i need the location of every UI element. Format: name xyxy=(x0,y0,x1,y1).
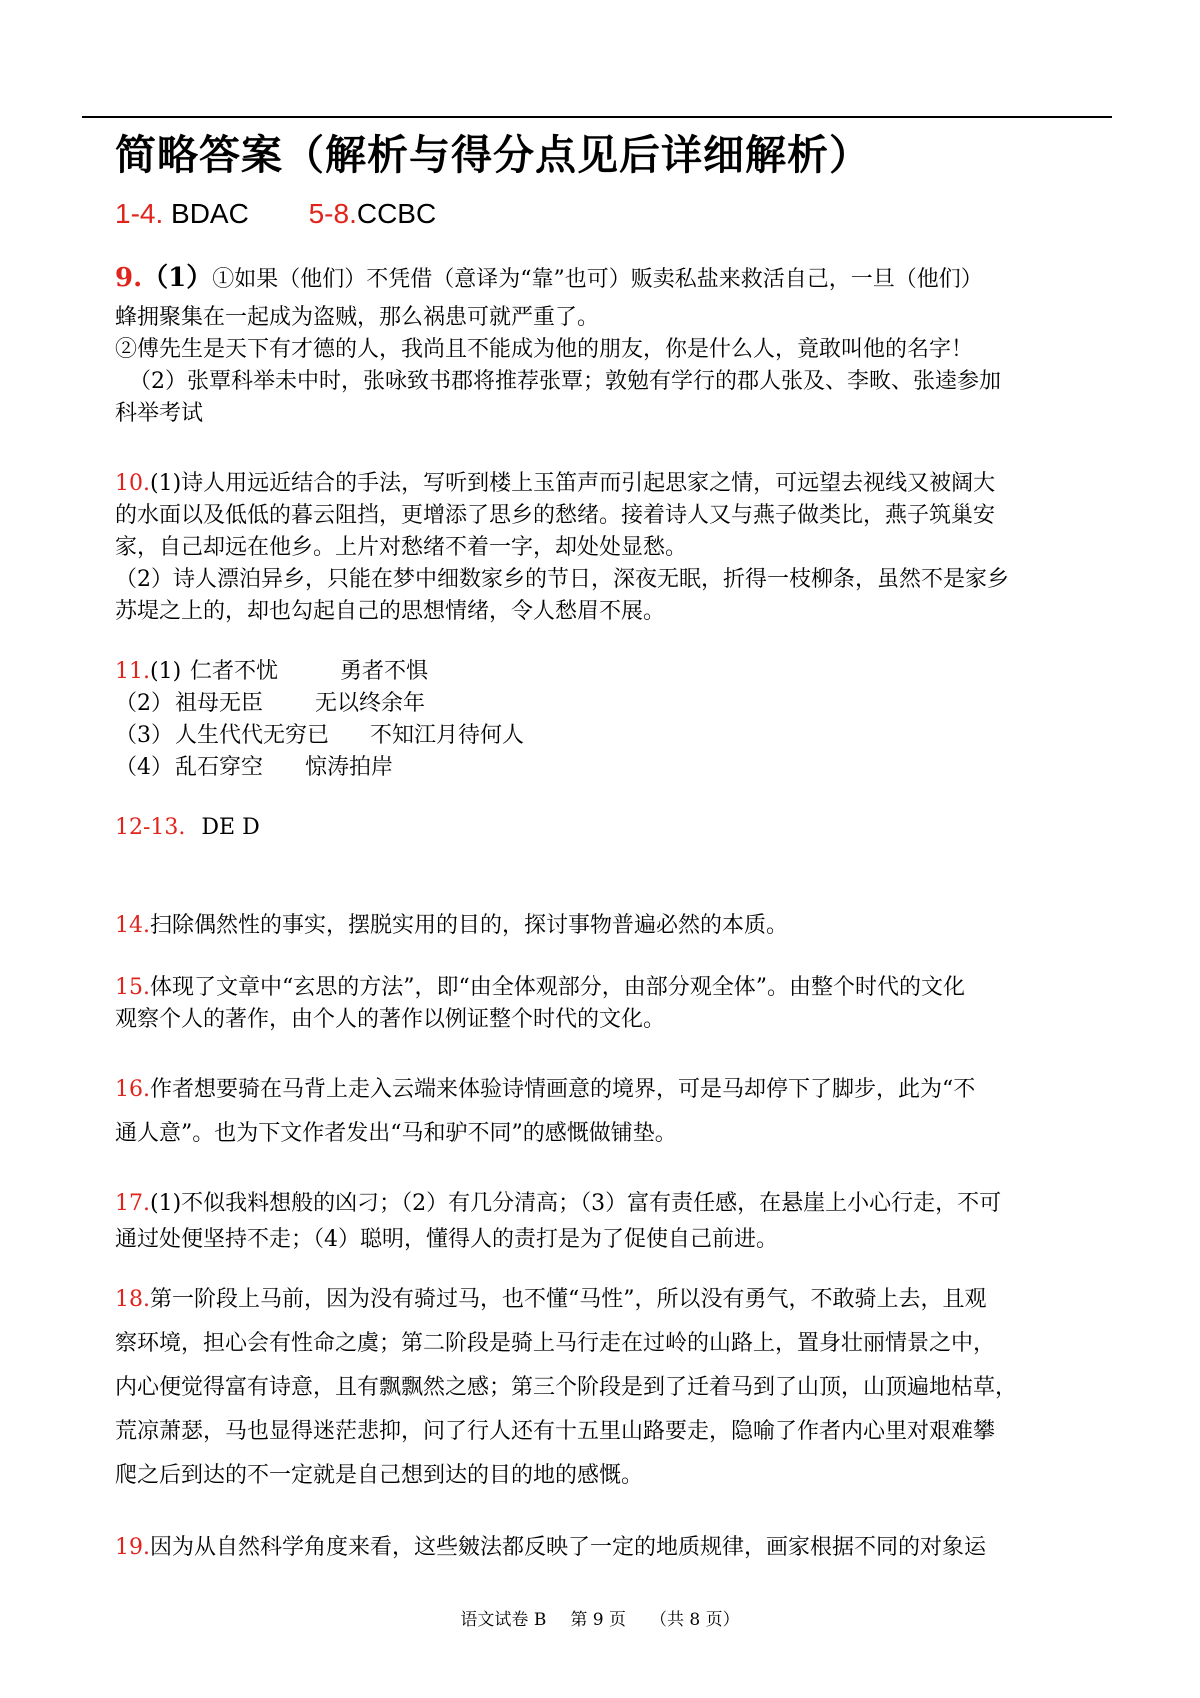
q9-line2: 蜂拥聚集在一起成为盗贼，那么祸患可就严重了。 xyxy=(115,305,600,330)
q10-line5: 苏堤之上的，却也勾起自己的思想情绪，令人愁眉不展。 xyxy=(115,599,666,624)
answers-5-8-number: 5-8. xyxy=(308,198,357,229)
top-rule xyxy=(82,116,1112,118)
q18-line5: 爬之后到达的不一定就是自己想到达的目的地的感慨。 xyxy=(115,1463,644,1488)
question-9 xyxy=(115,260,1105,430)
q14-number: 14. xyxy=(115,913,150,938)
q18-line3: 内心便觉得富有诗意，且有飘飘然之感；第三个阶段是到了迁着马到了山顶，山顶遍地枯草， xyxy=(115,1375,1018,1400)
answers-1-8 xyxy=(115,198,436,230)
q9-line4: （2）张覃科举未中时，张咏致书郡将推荐张覃；敦勉有学行的郡人张及、李畋、张逵参加 xyxy=(129,369,1002,394)
q16-line1: 作者想要骑在马背上走入云端来体验诗情画意的境界，可是马却停下了脚步，此为“不 xyxy=(150,1077,976,1102)
q11-row2-a: 祖母无臣 xyxy=(175,691,264,716)
q11-row3-a: 人生代代无穷已 xyxy=(175,723,330,748)
q17-line2: 通过处便坚持不走；（4）聪明，懂得人的责打是为了促使自己前进。 xyxy=(115,1227,778,1252)
question-15 xyxy=(115,972,1105,1036)
q9-number: 9. xyxy=(115,263,143,293)
question-19 xyxy=(115,1532,1105,1564)
q12-answer: DE D xyxy=(201,815,260,840)
q18-number: 18. xyxy=(115,1287,150,1312)
q10-line3: 家，自己却远在他乡。上片对愁绪不着一字，却处处显愁。 xyxy=(115,535,688,560)
q10-line1: (1)诗人用远近结合的手法，写听到楼上玉笛声而引起思家之情，可远望去视线又被阔大 xyxy=(150,471,996,496)
q11-row3-label: （3） xyxy=(115,723,173,748)
answers-5-8-value: CCBC xyxy=(356,198,437,229)
q11-row3-b: 不知江月待何人 xyxy=(370,723,525,748)
q15-line2: 观察个人的著作，由个人的著作以例证整个时代的文化。 xyxy=(115,1007,666,1032)
footer-total: （共 8 页） xyxy=(649,1610,740,1630)
answers-1-4-number: 1-4. xyxy=(115,198,164,229)
q11-row4-b: 惊涛拍岸 xyxy=(305,755,394,780)
q11-number: 11. xyxy=(115,659,150,684)
q19-line1: 因为从自然科学角度来看，这些皴法都反映了一定的地质规律，画家根据不同的对象运 xyxy=(150,1535,987,1560)
q12-number: 12-13. xyxy=(115,815,186,840)
q17-line1: (1)不似我料想般的凶刁；（2）有几分清高；（3）富有责任感，在悬崖上小心行走，不可 xyxy=(150,1191,1002,1216)
q10-line4: （2）诗人漂泊异乡，只能在梦中细数家乡的节日，深夜无眠，折得一枝柳条，虽然不是家乡 xyxy=(115,567,1010,592)
q19-number: 19. xyxy=(115,1535,150,1560)
footer-page: 第 9 页 xyxy=(570,1610,626,1630)
q10-number: 10. xyxy=(115,471,150,496)
q10-line2: 的水面以及低低的暮云阻挡，更增添了思乡的愁绪。接着诗人又与燕子做类比，燕子筑巢安 xyxy=(115,503,996,528)
q9-sub1: （1） xyxy=(142,263,213,293)
question-18 xyxy=(115,1278,1105,1498)
q17-number: 17. xyxy=(115,1191,150,1216)
q11-row2-b: 无以终余年 xyxy=(315,691,426,716)
q16-number: 16. xyxy=(115,1077,150,1102)
question-14 xyxy=(115,910,1105,942)
q16-line2: 通人意”。也为下文作者发出“马和驴不同”的感慨做铺垫。 xyxy=(115,1121,677,1146)
q11-row1-a: 仁者不忧 xyxy=(190,659,279,684)
question-10 xyxy=(115,468,1105,628)
q9-line3: ②傅先生是天下有才德的人，我尚且不能成为他的朋友，你是什么人，竟敢叫他的名字！ xyxy=(115,337,974,362)
q11-row1-b: 勇者不惧 xyxy=(340,659,429,684)
footer-paper: 语文试卷 B xyxy=(460,1610,547,1630)
q9-line5: 科举考试 xyxy=(115,401,204,426)
question-11 xyxy=(115,656,1105,784)
q18-line4: 荒凉萧瑟，马也显得迷茫悲抑，问了行人还有十五里山路要走，隐喻了作者内心里对艰难攀 xyxy=(115,1419,996,1444)
answers-1-4-value: BDAC xyxy=(171,198,249,229)
q14-text: 扫除偶然性的事实，摆脱实用的目的，探讨事物普遍必然的本质。 xyxy=(150,913,789,938)
q11-row1-label: (1) xyxy=(150,659,182,684)
page-title: 简略答案（解析与得分点见后详细解析） xyxy=(115,131,871,179)
q18-line2: 察环境，担心会有性命之虞；第二阶段是骑上马行走在过岭的山路上，置身壮丽情景之中， xyxy=(115,1331,996,1356)
question-17 xyxy=(115,1186,1105,1258)
page-footer xyxy=(0,1605,1200,1630)
q18-line1: 第一阶段上马前，因为没有骑过马，也不懂“马性”，所以没有勇气，不敢骑上去，且观 xyxy=(150,1287,987,1312)
question-16 xyxy=(115,1068,1105,1156)
q11-row4-label: （4） xyxy=(115,755,173,780)
q11-row2-label: （2） xyxy=(115,691,173,716)
question-12-13 xyxy=(115,812,1105,844)
q15-line1: 体现了文章中“玄思的方法”，即“由全体观部分，由部分观全体”。由整个时代的文化 xyxy=(150,975,965,1000)
q11-row4-a: 乱石穿空 xyxy=(175,755,264,780)
q15-number: 15. xyxy=(115,975,150,1000)
q9-line1: ①如果（他们）不凭借（意译为“靠”也可）贩卖私盐来救活自己，一旦（他们） xyxy=(212,267,983,292)
